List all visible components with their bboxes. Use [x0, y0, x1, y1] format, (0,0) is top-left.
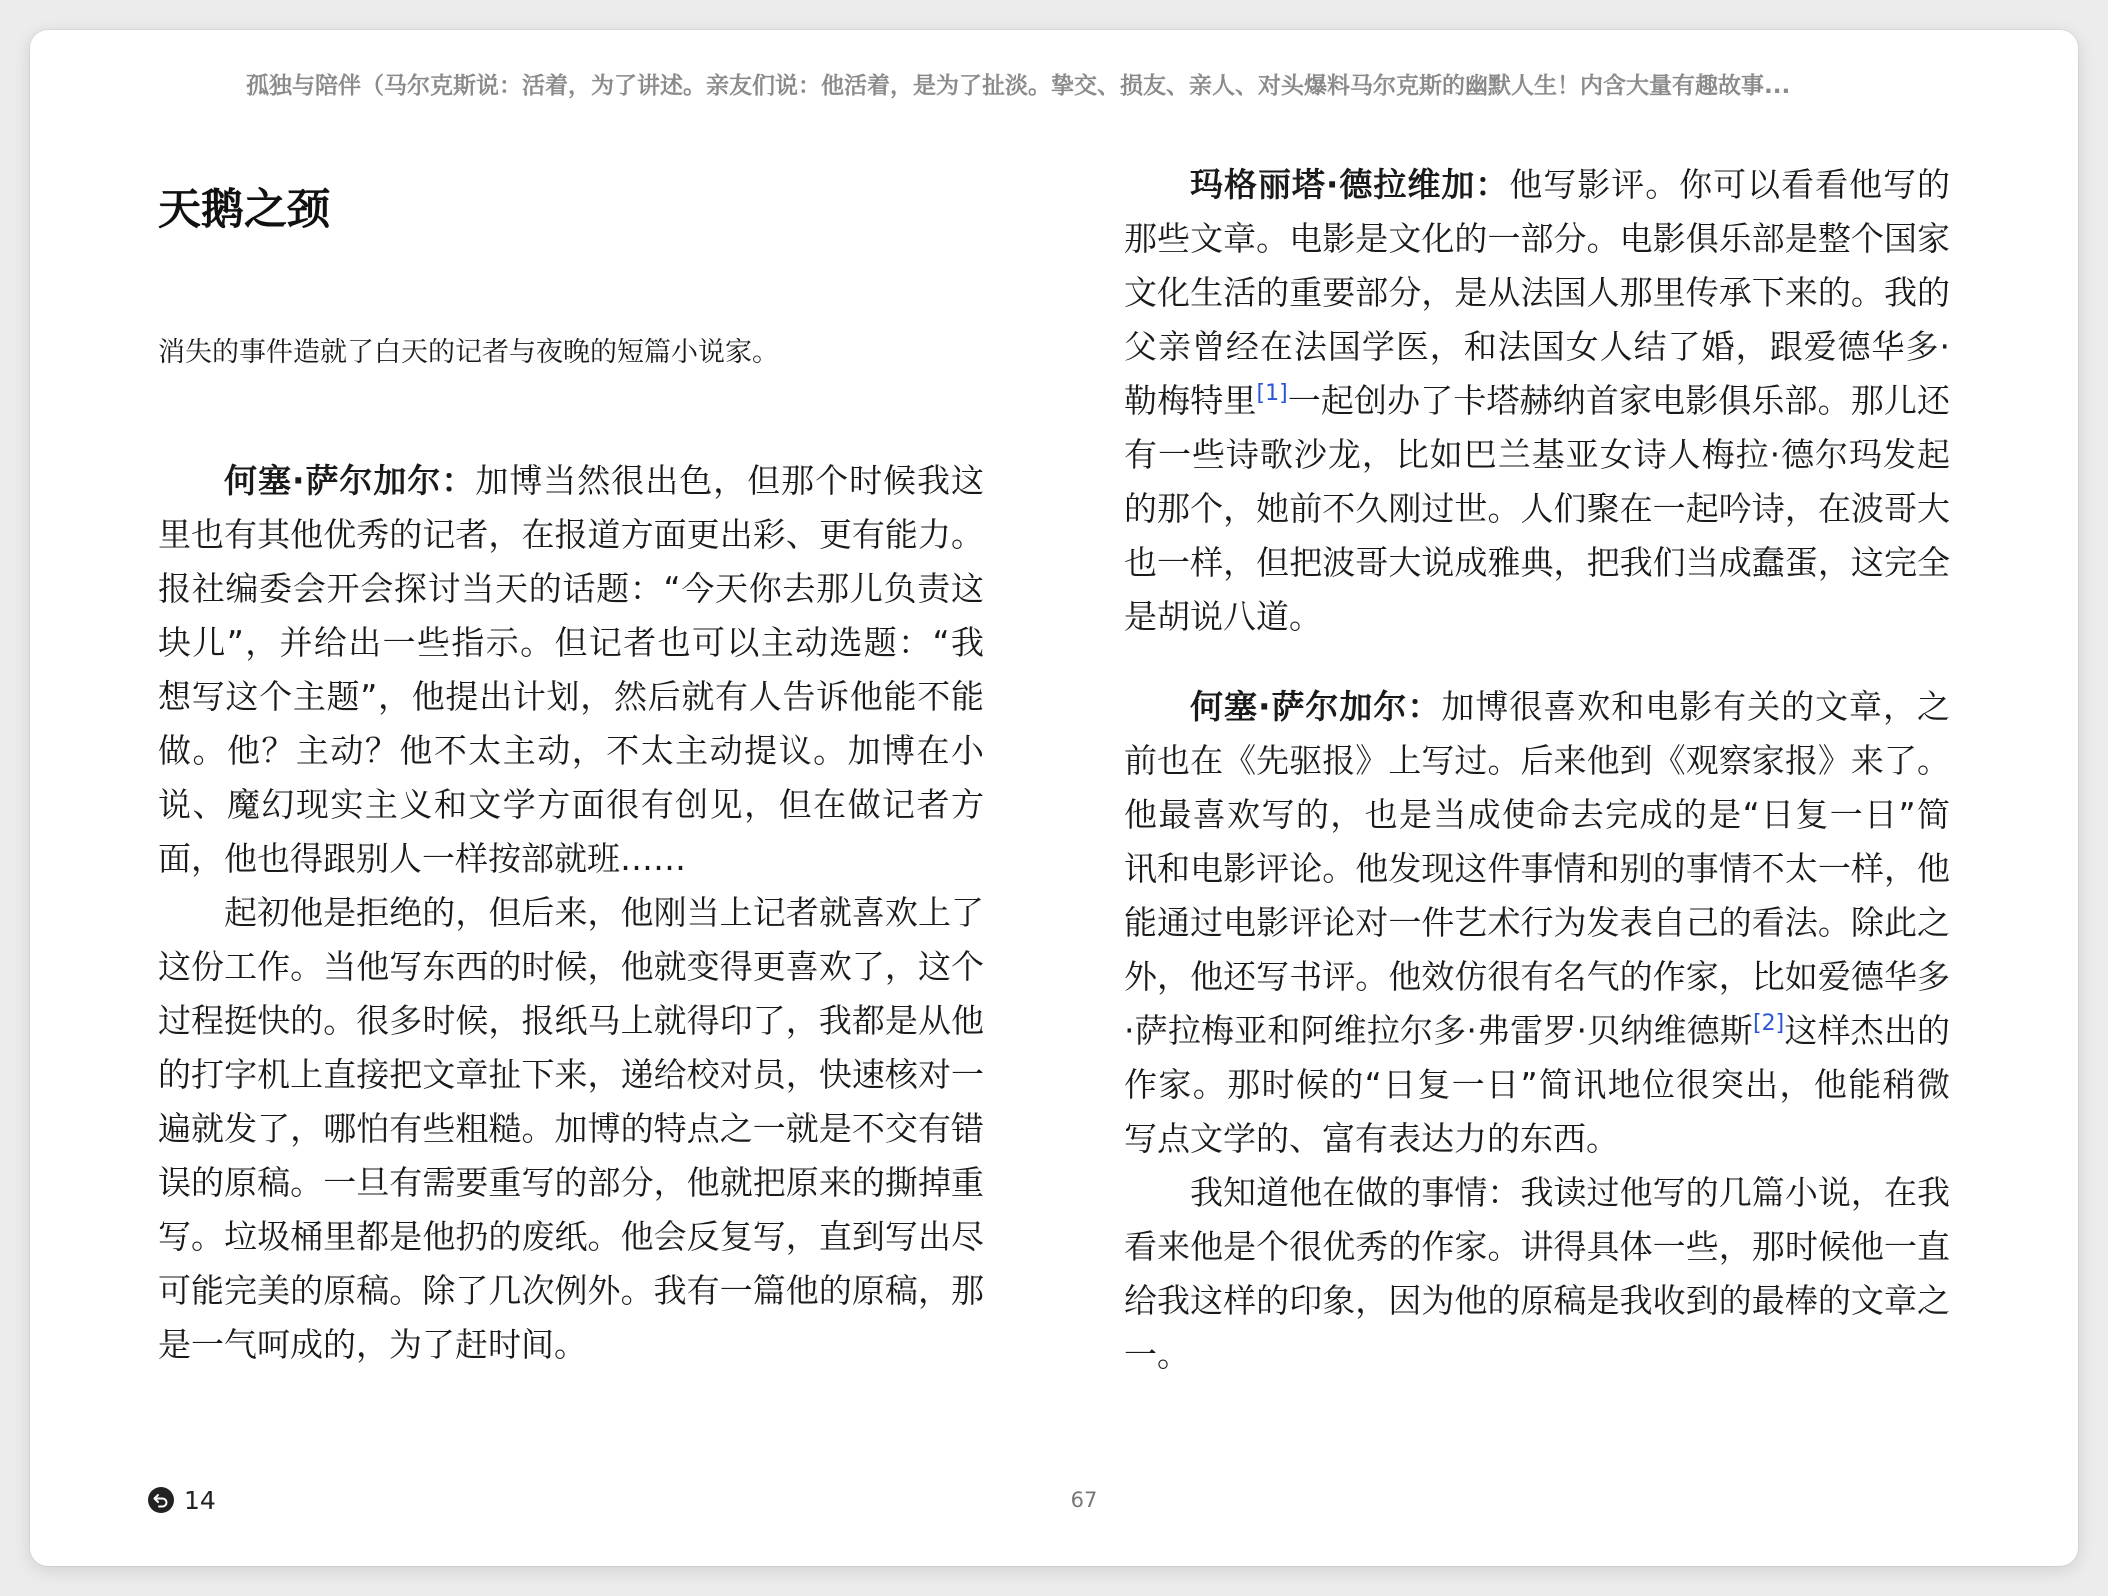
undo-icon[interactable]	[148, 1487, 174, 1513]
paragraph-text: 一起创办了卡塔赫纳首家电影俱乐部。那儿还有一些诗歌沙龙，比如巴兰基亚女诗人梅拉·德尔玛发起的那个，她前不久刚过世。人们聚在一起吟诗，在波哥大也一样，但把波哥大说成雅典，把我们当成蠢蛋，这完全是胡说八道。	[1124, 381, 1951, 636]
paragraph-text: 他写影评。你可以看看他写的那些文章。电影是文化的一部分。电影俱乐部是整个国家文化生活的重要部分，是从法国人那里传承下来的。我的父亲曾经在法国学医，和法国女人结了婚，跟爱德华多·勒梅特里	[1124, 165, 1950, 420]
paragraph-text: 加博很喜欢和电影有关的文章，之前也在《先驱报》上写过。后来他到《观察家报》来了。他最喜欢写的，也是当成使命去完成的是“日复一日”简讯和电影评论。他发现这件事情和别的事情不太一样，他能通过电影评论对一件艺术行为发表自己的看法。除此之外，他还写书评。他效仿很有名气的作家，比如爱德华多·萨拉梅亚和阿维拉尔多·弗雷罗·贝纳维德斯	[1124, 687, 1950, 1050]
footnote-link-1[interactable]: [1]	[1256, 381, 1288, 406]
back-count: 14	[184, 1485, 216, 1515]
right-page-text-2	[1124, 680, 1950, 1382]
speaker-name: 玛格丽塔·德拉维加：	[1190, 165, 1510, 204]
chapter-title: 天鹅之颈	[158, 185, 330, 235]
paragraph	[1124, 1166, 1950, 1382]
paragraph	[158, 454, 984, 886]
book-title-header: 孤独与陪伴（马尔克斯说：活着，为了讲述。亲友们说：他活着，是为了扯淡。挚交、损友、亲人、对头爆料马尔克斯的幽默人生！内含大量有趣故事...	[246, 73, 1791, 99]
chapter-epigraph: 消失的事件造就了白天的记者与夜晚的短篇小说家。	[158, 337, 779, 368]
left-page-text	[158, 454, 984, 1372]
page-number: 67	[1070, 1488, 1098, 1512]
speaker-name: 何塞·萨尔加尔：	[1190, 687, 1442, 726]
back-navigation[interactable]	[148, 1482, 216, 1518]
paragraph-text: 我知道他在做的事情：我读过他写的几篇小说，在我看来他是个很优秀的作家。讲得具体一些，那时候他一直给我这样的印象，因为他的原稿是我收到的最棒的文章之一。	[1124, 1173, 1950, 1374]
paragraph	[1124, 158, 1950, 644]
footnote-link-2[interactable]: [2]	[1752, 1011, 1785, 1036]
book-reader-window	[30, 30, 2078, 1566]
paragraph-text: 起初他是拒绝的，但后来，他刚当上记者就喜欢上了这份工作。当他写东西的时候，他就变得更喜欢了，这个过程挺快的。很多时候，报纸马上就得印了，我都是从他的打字机上直接把文章扯下来，递给校对员，快速核对一遍就发了，哪怕有些粗糙。加博的特点之一就是不交有错误的原稿。一旦有需要重写的部分，他就把原来的撕掉重写。垃圾桶里都是他扔的废纸。他会反复写，直到写出尽可能完美的原稿。除了几次例外。我有一篇他的原稿，那是一气呵成的，为了赶时间。	[158, 893, 984, 1364]
paragraph-text: 加博当然很出色，但那个时候我这里也有其他优秀的记者，在报道方面更出彩、更有能力。报社编委会开会探讨当天的话题：“今天你去那儿负责这块儿”，并给出一些指示。但记者也可以主动选题：“我想写这个主题”，他提出计划，然后就有人告诉他能不能做。他？主动？他不太主动，不太主动提议。加博在小说、魔幻现实主义和文学方面很有创见，但在做记者方面，他也得跟别人一样按部就班……	[158, 461, 984, 878]
paragraph-text: 这样杰出的作家。那时候的“日复一日”简讯地位很突出，他能稍微写点文学的、富有表达力的东西。	[1124, 1011, 1950, 1158]
speaker-name: 何塞·萨尔加尔：	[224, 461, 476, 500]
right-page-text-1	[1124, 158, 1950, 644]
paragraph	[158, 886, 984, 1372]
paragraph	[1124, 680, 1950, 1166]
